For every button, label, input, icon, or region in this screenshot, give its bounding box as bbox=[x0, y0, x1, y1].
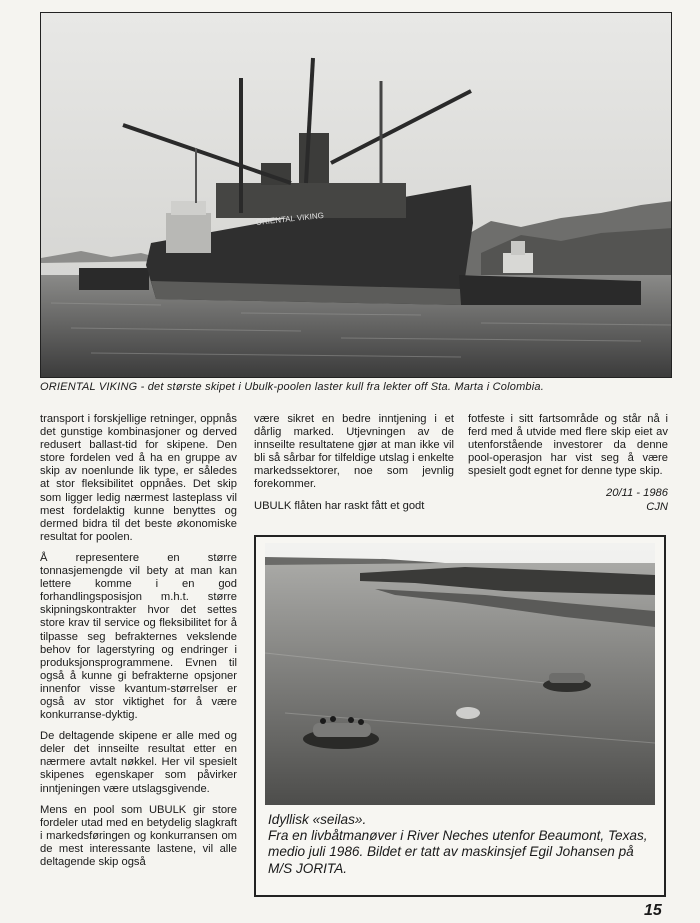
paragraph: Mens en pool som UBULK gir store fordeler utad med en betydelig slagkraft i markedsføringen og konkurransen om de mest interessante lastene, vil alle deltagende skip også bbox=[40, 803, 237, 868]
article-column-2 bbox=[254, 413, 454, 521]
lifeboat-photo-caption bbox=[268, 812, 660, 877]
lifeboat-photo-box bbox=[254, 535, 666, 897]
paragraph: UBULK flåten har raskt fått et godt bbox=[254, 499, 425, 512]
paragraph: transport i forskjellige retninger, oppnås det gunstige kombinasjoner og derved redusert ballast-tid for skipene. Den store fordelen ved å ha en gruppe av skip av noenlunde lik type, er således at stor fleksibilitet oppnåes. Det skip som ligger ledig nærmest lasteplass vil mest fordelaktig kunne benyttes og dermed bidra til det beste økonomiske resultat for poolen. bbox=[40, 413, 237, 543]
ship-photo-image bbox=[41, 13, 672, 378]
article-column-3 bbox=[468, 413, 668, 514]
paragraph: De deltagende skipene er alle med og deler det innseilte resultat etter en nærmere avtalt nøkkel. Her vil spesielt skipenes egenskaper som påvirker inntjeningen være utslagsgivende. bbox=[40, 730, 237, 795]
ship-hull-name: ORIENTAL VIKING bbox=[255, 210, 325, 227]
lifeboat-photo-image bbox=[265, 543, 655, 805]
article-column-1 bbox=[40, 413, 237, 877]
signature-initials: CJN bbox=[646, 501, 668, 514]
caption-body: Fra en livbåtmanøver i River Neches utenfor Beaumont, Texas, medio juli 1986. Bildet er tatt av maskinsjef Egil Johansen på M/S JORITA. bbox=[268, 828, 648, 876]
lifeboat-photo bbox=[265, 543, 655, 805]
page-number: 15 bbox=[644, 902, 662, 919]
caption-title: Idyllisk «seilas». bbox=[268, 812, 367, 827]
paragraph: være sikret en bedre inntjening i et dårlig marked. Utjevningen av de innseilte resultatene gjør at man ikke vil bli så sårbar for tilfeldige utslag i enkelte markedssektorer, noe som jevnlig forekommer. bbox=[254, 413, 454, 491]
signature bbox=[468, 486, 668, 514]
top-photo-caption: ORIENTAL VIKING - det største skipet i Ubulk-poolen laster kull fra lekter off Sta. Marta i Colombia. bbox=[40, 381, 544, 393]
signature-date: 20/11 - 1986 bbox=[606, 487, 668, 500]
paragraph: fotfeste i sitt fartsområde og står nå i ferd med å utvide med flere skip eiet av utenforstående investorer da denne pool-operasjon har vist seg å være spesielt godt egnet for denne type skip. bbox=[468, 413, 668, 478]
ship-photo bbox=[40, 12, 672, 378]
paragraph: Å representere en større tonnasjemengde vil bety at man kan lettere komme i en god forhandlingsposisjon m.h.t. større skipningskontrakter hvor det settes store krav til service og fleksibilitet for å tilpasse seg befrakternes vekslende behov for lagerstyring og endringer i produksjonsprogrammene. Evnen til også å kunne gi befrakterne opsjoner innenfor visse kvantum-størrelser er også av stor viktighet for å være konkurranse-dyktig. bbox=[40, 551, 237, 722]
